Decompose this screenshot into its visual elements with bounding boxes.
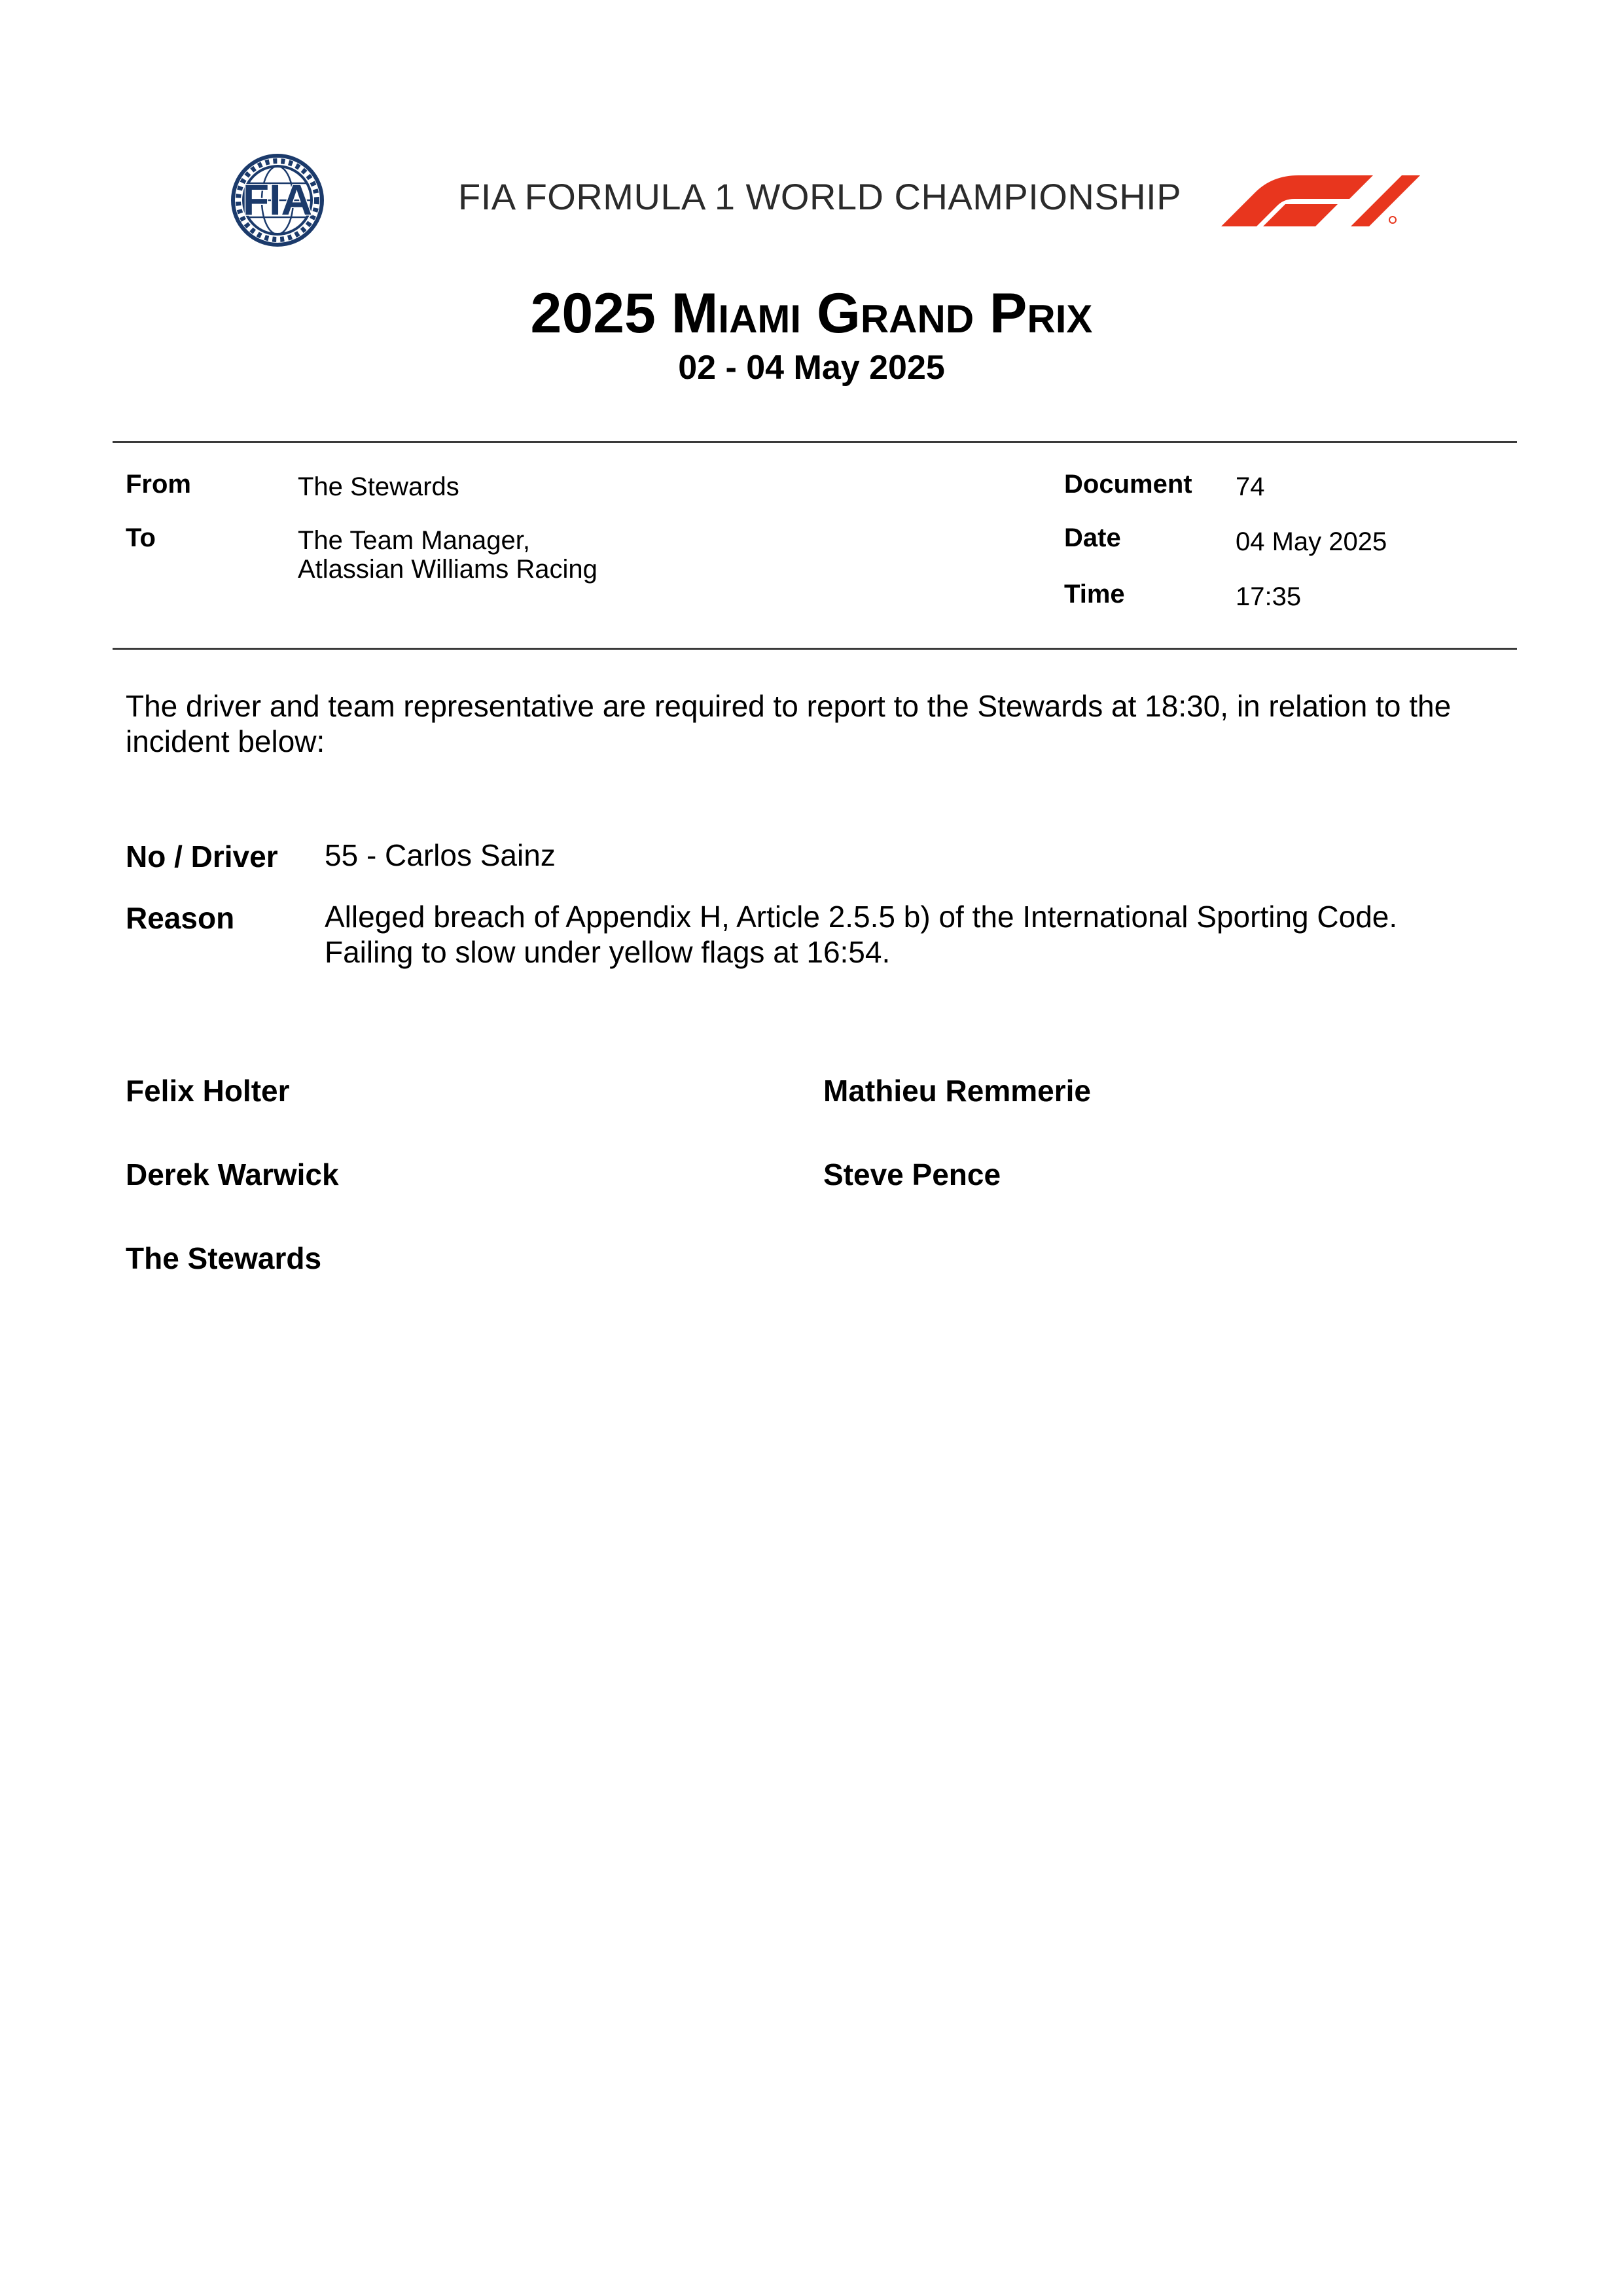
divider-bottom <box>113 648 1517 650</box>
event-dates: 02 - 04 May 2025 <box>678 349 945 387</box>
to-value-line-2: Atlassian Williams Racing <box>298 555 597 584</box>
divider-top <box>113 441 1517 443</box>
page-title: 2025 Miami Grand Prix <box>530 282 1093 345</box>
driver-label: No / Driver <box>126 839 278 874</box>
championship-title: FIA FORMULA 1 WORLD CHAMPIONSHIP <box>458 176 1182 217</box>
to-label: To <box>126 523 156 552</box>
stewards-signoff: The Stewards <box>126 1241 322 1275</box>
steward-name: Steve Pence <box>823 1157 1001 1192</box>
date-value: 04 May 2025 <box>1236 527 1387 556</box>
reason-line-2: Failing to slow under yellow flags at 16:54. <box>325 935 891 969</box>
svg-text:FIA: FIA <box>242 175 313 224</box>
date-label: Date <box>1064 523 1121 552</box>
from-label: From <box>126 470 191 499</box>
reason-line-1: Alleged breach of Appendix H, Article 2.5.5 b) of the International Sporting Code. <box>325 900 1398 934</box>
document-label: Document <box>1064 470 1192 499</box>
driver-value: 55 - Carlos Sainz <box>325 838 556 872</box>
reason-label: Reason <box>126 901 235 935</box>
from-value: The Stewards <box>298 472 459 501</box>
reason-value <box>325 899 1503 970</box>
steward-name: Felix Holter <box>126 1074 290 1108</box>
fia-logo <box>208 152 346 249</box>
f1-logo <box>1221 173 1420 226</box>
steward-name: Mathieu Remmerie <box>823 1074 1092 1108</box>
steward-name: Derek Warwick <box>126 1157 339 1192</box>
document-number: 74 <box>1236 472 1265 501</box>
to-value <box>298 526 597 584</box>
time-label: Time <box>1064 580 1125 609</box>
intro-paragraph: The driver and team representative are required to report to the Stewards at 18:30, in relation to the incident below: <box>126 689 1452 758</box>
to-value-line-1: The Team Manager, <box>298 526 531 555</box>
time-value: 17:35 <box>1236 582 1302 611</box>
